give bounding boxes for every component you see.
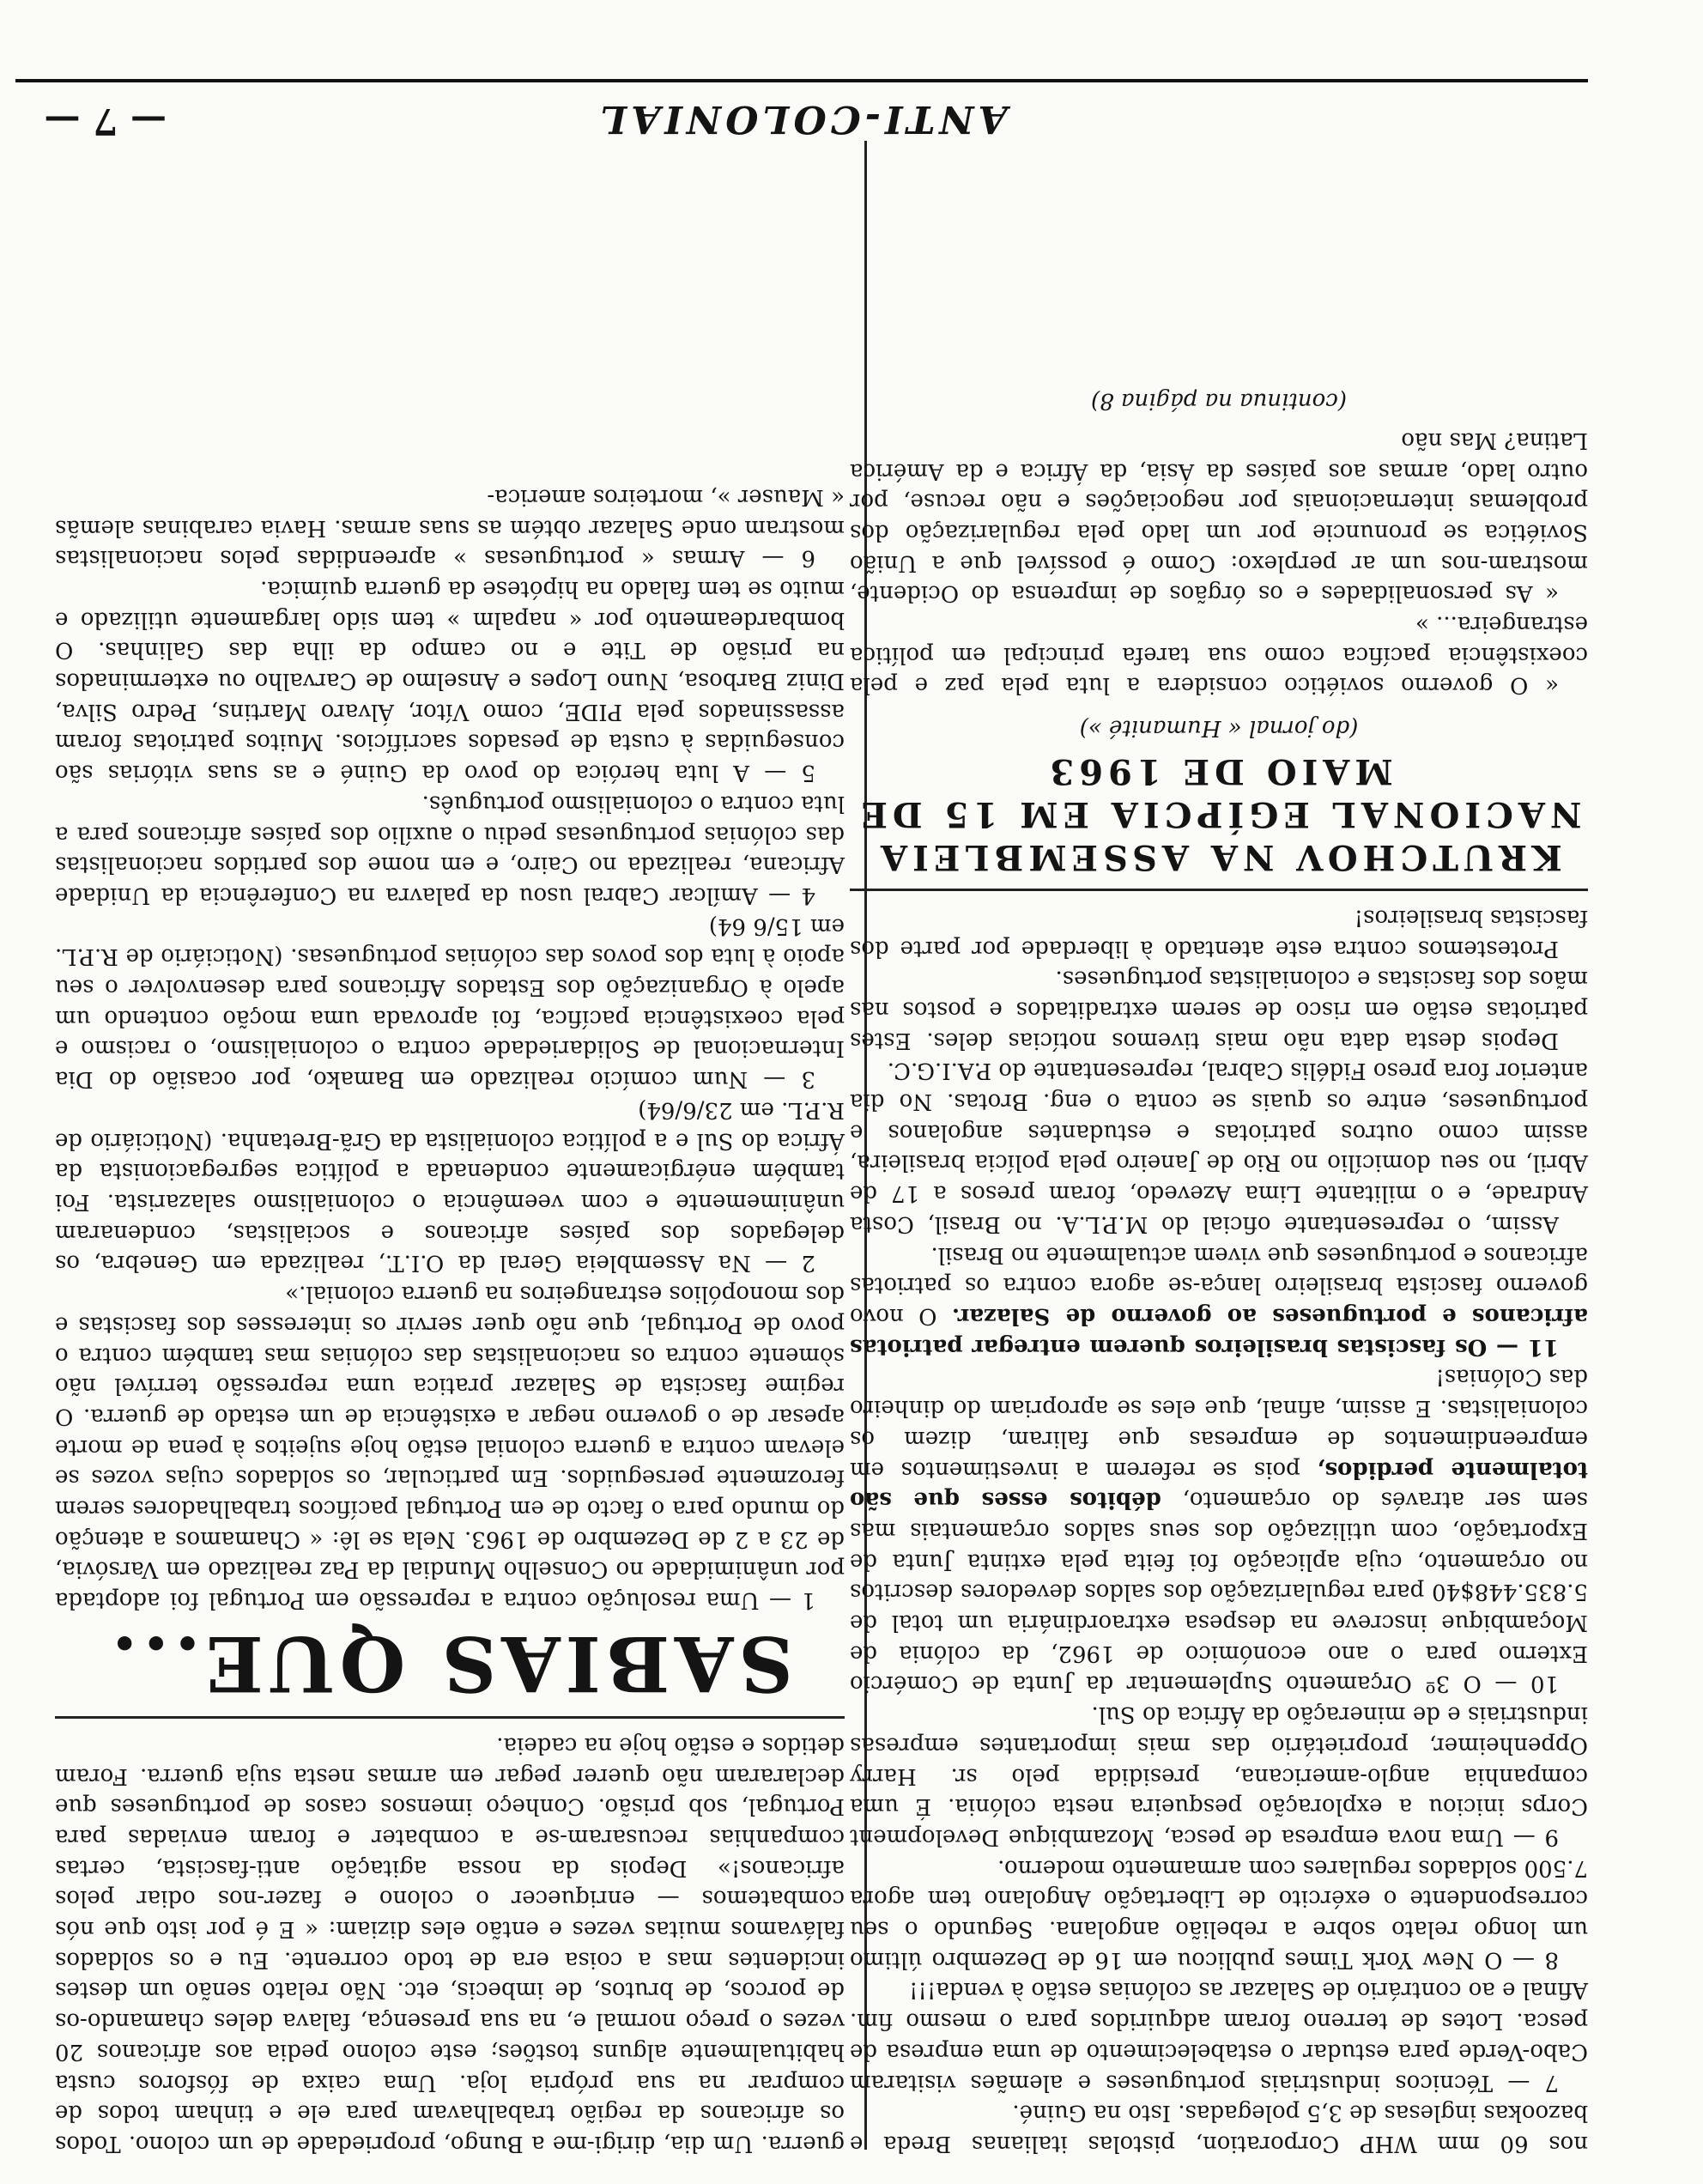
item-7: 7 — Técnicos industriais portugueses e alemães visitaram Cabo-Verde para estudar o estabelecimento de uma empresa de pesca. Lotes de terreno foram adquiridos para o mesmo fim. Afinal e ao contrário de Salazar as colónias estão à venda!!! [850, 1977, 1588, 2096]
item-3: 3 — Num comício realizado em Bamako, por ocasião do Dia Internacional de Solidariedade contra o colonialismo, o racismo e pela coexistência pacífica, foi aprovada uma moção contendo um apelo à Organização dos Estados Africanos para desenvolver o seu apoio à luta dos povos das colónias portuguesas. (Noticiário de R.P.L. em 15/6 64) [55, 913, 845, 1093]
item-10 [850, 1362, 1588, 1699]
page-header-title: ANTI-COLONIAL [596, 97, 1008, 141]
right-column [55, 481, 845, 2158]
item-10-text: 10 — O 3º Orçamento Suplementar da Junta de Comércio Externo para o ano económico de 1962, da colónia de Moçambique inscreve na despesa extraordinária um total de 5.835.448$40 para regularização dos saldos devedores descritos no orçamento, cuja aplicação foi feita pela extinta Junta de Exportação, com utilização dos seus saldos orçamentais mas sem ser através do orçamento, [850, 1487, 1588, 1697]
krutchov-source: (do jornal « Humanité ») [1079, 715, 1359, 742]
item-5: 5 — A luta heróica do povo da Guiné e as suas vitórias são conseguidas à custa de pesados sacrifícios. Muitos patriotas foram assassinados pela PIDE, como Vítor, Álvaro Martins, Pedro Silva, Diniz Barbosa, Nuno Lopes e Anselmo de Carvalho ou exterminados na prisão de Tite e no campo da ilha das Galinhas. O bombardeamento por « napalm » tem sido largamente utilizado e muito se tem falado na hipótese da guerra química. [55, 575, 845, 786]
header-rule [15, 79, 1588, 82]
item-11-bold: 11 — Os fascistas brasileiros querem entregar patriotas africanos e portugueses ao governo de Salazar. [850, 1303, 1588, 1360]
item-11-d: Protestemos contra este atentado à liberdade por parte dos fascistas brasileiros! [850, 904, 1588, 962]
item-10-bold: débitos esses que são totalmente perdidos, [850, 1456, 1588, 1514]
story-paragraph: guerra. Um dia, dirigi-me a Bungo, propriedade de um colono. Todos os africanos da região trabalhavam para ele e tinham todos de comprar na sua própria loja. Uma caixa de fósforos custa habitualmente alguns tostões; este colono pedia aos africanos 20 vezes o preço normal e, na sua presença, falava deles chamando-os de porcos, de brutos, de imbecis, etc. Não relato senão um destes incidentes mas a coisa era de todo corrente. Eu e os soldados falávamos muitas vezes e então eles diziam: « E é por isto que nós combatemos — enriquecer o colono e fazer-nos odiar pelos africanos!» Depois da nossa agitação anti-fascista, certas companhias recusaram-se a combater e foram enviadas para Portugal, sob prisão. Conheço imensos casos de portugueses que declararam não querer pegar em armas nesta suja guerra. Foram detidos e estão hoje na cadeia. [55, 1732, 845, 2157]
krutchov-paragraph-1: « O governo soviético considera a luta pela paz e pela coexistência pacífica como sua tarefa principal em política estrangeira... » [850, 611, 1588, 699]
item-4: 4 — Amílcar Cabral usou da palavra na Conferência da Unidade Africana, realizada no Cairo, e em nome dos partidos nacionalistas das colónias portuguesas pediu o auxílio dos países africanos para a luta contra o colonialismo português. [55, 790, 845, 908]
section-rule-left [850, 889, 1588, 891]
krutchov-paragraph-2: « As personalidades e os órgãos de imprensa do Ocidente, mostram-nos um ar perplexo: Como é possível que a União Soviética se pronuncie por um lado pela regularização dos problemas internacionais por negociações e não recuse, por outro lado, armas aos países da Ásia, da África e da América Latina? Mas não [850, 427, 1588, 607]
item-11-text: O novo governo fascista brasileiro lança-se agora contra os patriotas africanos e portugueses que vivem actualmente no Brasil. [850, 1241, 1588, 1330]
sabias-que-headline: SABIAS QUE... [106, 1619, 794, 1709]
item-1: 1 — Uma resolução contra a repressão em Portugal foi adoptada por unânimidade no Conselho Mundial da Paz realizado em Varsóvia, de 23 a 2 de Dezembro de 1963. Nela se lê: « Chamamos a atenção do mundo para o facto de em Portugal pacíficos trabalhadores serem ferozmente perseguidos. Em particular, os soldados cujas vozes se elevam contra a guerra colonial estão hoje sujeitos à pena de morte apesar de o governo negar a existência de um estado de guerra. O regime fascista de Salazar pratica uma repressão terrível não sòmente contra os nacionalistas das colónias mas também contra o povo de Portugal, que não quer servir os interesses dos fascistas e dos monopólios estrangeiros na guerra colonial.» [55, 1281, 845, 1614]
section-rule [55, 1716, 845, 1719]
item-9: 9 — Uma nova empresa de pesca, Mozambique Development Corps iniciou a exploração pesqueira nesta colónia. É uma companhia anglo-americana, presidida pelo sr. Harry Oppenheimer, proprietário das mais importantes empresas industriais e de mineração da África do Sul. [850, 1702, 1588, 1850]
item-2: 2 — Na Assembleia Geral da O.I.T., realizada em Genebra, os delegados dos países africanos e socialistas, condenaram unânimemente e com veemência o colonialismo salazarista. Foi também enérgicamente condenada a política segregacionista da África do Sul e a política colonialista da Grã-Bretanha. (Noticiário de R.P.L. em 23/6/64) [55, 1096, 845, 1277]
item-6-continued: nos 60 mm WHP Corporation, pistolas italianas Breda e bazookas inglesas de 3,5 polegadas. Isto na Guiné. [850, 2100, 1588, 2157]
krutchov-headline: KRUTCHOV NA ASSEMBLEIA NACIONAL EGÍPCIA EM 15 DE MAIO DE 1963 [856, 751, 1582, 878]
continued-note: (continua na página 8) [1091, 388, 1347, 415]
left-column [850, 385, 1588, 2158]
page-number: — 7 — [44, 100, 167, 143]
item-8: 8 — O New York Times publicou em 16 de Dezembro último um longo relato sobre a rebelião angolana. Segundo o seu correspondente o exército de Libertação Angolano tem agora 7.500 soldados regulares com armamento moderno. [850, 1854, 1588, 1973]
item-11-c: Depois desta data não mais tivemos notícias deles. Estes patriotas estão em risco de serem extraditados e postos nas mãos dos fascistas e colonialistas portugueses. [850, 966, 1588, 1053]
item-6: 6 — Armas « portuguesas » apreendidas pelos nacionalistas mostram onde Salazar obtém as suas armas. Havia carabinas alemãs « Mauser », morteiros america- [55, 483, 845, 572]
item-10-end: pois se referem a investimentos em empreendimentos de empresas que faliram, dizem os colonialistas. E assim, afinal, que eles se apropriam do dinheiro das Colónias! [850, 1364, 1588, 1483]
item-11-b: Assim, o representante oficial do M.P.L.A. no Brasil, Costa Andrade, e o militante Lima Azevedo, foram presos a 17 de Abril, no seu domicílio no Rio de Janeiro pela polícia brasileira, assim como outros patriotas e estudantes angolanos e portugueses, entre os quais se conta o eng. Brotas. No dia anterior fora preso Fidélis Cabral, representante do P.A.I.G.C. [850, 1058, 1588, 1237]
item-11 [850, 1239, 1588, 1362]
